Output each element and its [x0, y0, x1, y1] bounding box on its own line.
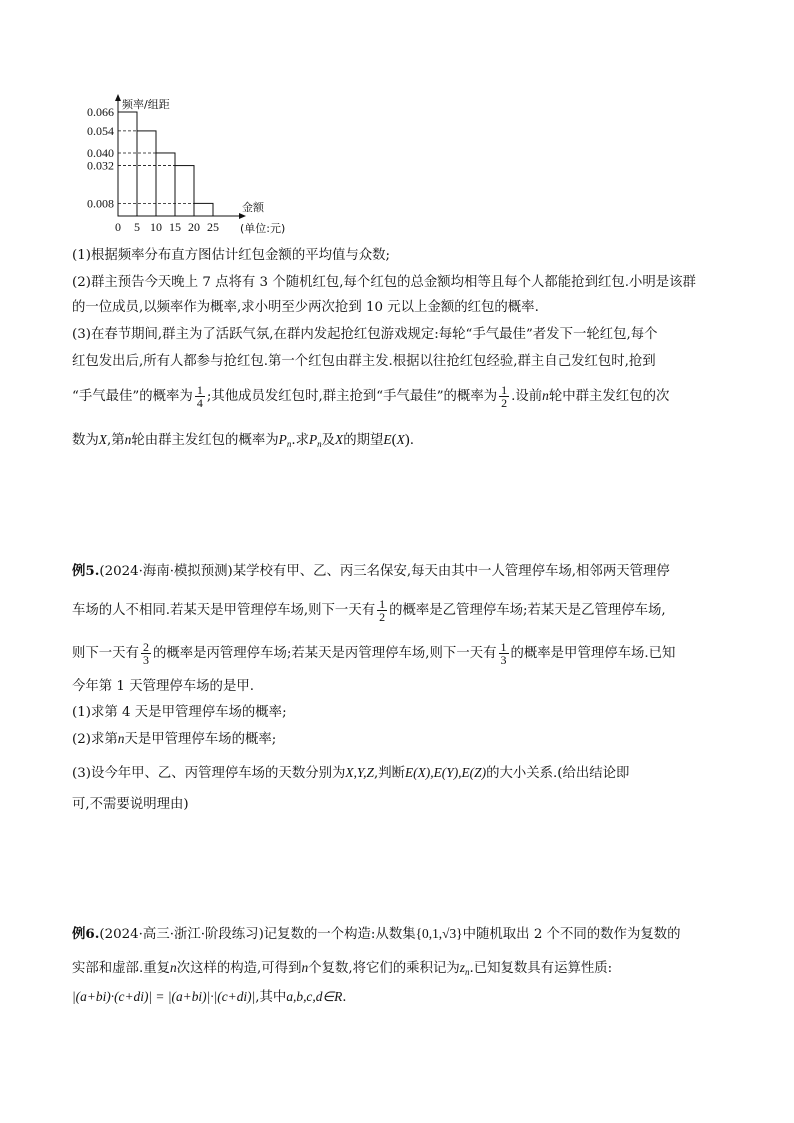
paren-open: (	[391, 432, 397, 448]
y-tick-label: 0.008	[87, 196, 114, 211]
text-segment: ;其他成员发红包时,群主抢到“手气最佳”的概率为	[206, 389, 498, 404]
y-tick-label: 0.066	[87, 105, 114, 119]
histogram-bar	[194, 203, 213, 216]
histogram-bar	[118, 112, 137, 216]
expectations: E(X),E(Y),E(Z)	[404, 765, 487, 780]
fraction-denominator: 3	[500, 653, 507, 667]
vars-xyz: X,Y,Z	[345, 765, 374, 780]
text-segment: 实部和虚部.重复	[72, 961, 170, 976]
x-tick-label: 15	[169, 220, 181, 234]
var-z: z	[459, 960, 465, 975]
question-3-line-2: 红包发出后,所有人都参与抢红包.第一个红包由群主发.根据以往抢红包经验,群主自己发红包时,抢到	[72, 354, 656, 369]
example-5-sub-3-cont: 可,不需要说明理由)	[72, 797, 189, 812]
x-tick-label: 25	[207, 220, 219, 234]
text-segment: .求	[291, 433, 309, 448]
subscript-n: n	[317, 439, 322, 449]
example-6-line-1	[72, 924, 732, 945]
text-segment: (2)求第	[72, 732, 118, 747]
var-P: P	[308, 432, 318, 447]
text-segment: (3)设今年甲、乙、丙管理停车场的天数分别为	[72, 766, 346, 781]
text-segment: 次这样的构造,可得到	[176, 961, 302, 976]
question-3-line-3	[72, 384, 732, 409]
question-2-line-1: (2)群主预告今天晚上 7 点将有 3 个随机红包,每个红包的总金额均相等且每个人都能抢到红包.小明是该群	[72, 275, 696, 290]
fraction-1-2	[377, 598, 387, 623]
vars-abcd: a,b,c,d∈R	[286, 989, 343, 1004]
var-n: n	[301, 960, 309, 975]
y-tick-label: 0.054	[87, 123, 114, 138]
x-tick-label: 10	[150, 220, 162, 234]
example-label: 例5.	[72, 563, 100, 579]
text-segment: 车场的人不相同.若某天是甲管理停车场,则下一天有	[72, 603, 376, 618]
text-segment: ,其中	[255, 990, 287, 1005]
text-segment: 的概率是乙管理停车场;若某天是乙管理停车场,	[389, 603, 666, 618]
var-n: n	[117, 731, 125, 746]
text-segment: 个复数,将它们的乘积记为	[308, 961, 460, 976]
var-X: X	[396, 432, 405, 447]
number-set: {0,1,√3}	[415, 926, 463, 941]
text-segment: 轮由群主发红包的概率为	[131, 433, 279, 448]
modulus-formula: |(a+bi)·(c+di)| = |(a+bi)|·|(c+di)|	[72, 989, 256, 1004]
text-segment: 则下一天有	[72, 646, 139, 661]
text-segment: “手气最佳”的概率为	[72, 389, 193, 404]
text-segment: 中随机取出 2 个不同的数作为复数的	[462, 927, 681, 942]
example-label: 例6.	[72, 926, 100, 942]
text-segment: 的概率是丙管理停车场;若某天是丙管理停车场,则下一天有	[152, 646, 497, 661]
x-tick-label: 0	[115, 220, 121, 234]
fraction-1-2	[499, 384, 509, 409]
fraction-denominator: 4	[196, 396, 203, 410]
example-5-line-4: 今年第 1 天管理停车场的是甲.	[72, 679, 254, 694]
question-1: (1)根据频率分布直方图估计红包金额的平均值与众数;	[72, 248, 391, 263]
text-segment: .已知复数具有运算性质:	[469, 961, 613, 976]
text-segment: 的期望	[343, 433, 384, 448]
fraction-1-3	[499, 641, 509, 666]
var-n: n	[542, 388, 549, 403]
text-segment: 及	[321, 433, 336, 448]
fraction-denominator: 2	[379, 610, 386, 624]
y-tick-label: 0.032	[87, 158, 114, 173]
histogram-bar	[156, 153, 175, 216]
x-tick-label: 5	[134, 220, 140, 234]
example-5-sub-1: (1)求第 4 天是甲管理停车场的概率;	[72, 705, 287, 720]
example-5-sub-2	[72, 729, 732, 750]
example-6-line-2	[72, 958, 732, 982]
frequency-histogram	[72, 92, 312, 242]
var-X: X	[335, 432, 344, 447]
question-3-line-4	[72, 430, 732, 454]
example-5-line-2	[72, 598, 732, 623]
fraction-2-3	[141, 641, 151, 666]
y-tick-label: 0.040	[87, 145, 114, 160]
question-3-line-1: (3)在春节期间,群主为了活跃气氛,在群内发起抢红包游戏规定:每轮“手气最佳”者发下一轮红包,每个	[72, 327, 658, 342]
example-5-sub-3	[72, 763, 732, 784]
x-axis-unit: (单位:元)	[240, 222, 286, 235]
text-segment: 的概率是甲管理停车场.已知	[510, 646, 676, 661]
var-n: n	[170, 960, 177, 975]
text-segment: 的大小关系.(给出结论即	[486, 766, 630, 781]
text-segment: ,判断	[373, 766, 405, 781]
text-segment: 天是甲管理停车场的概率;	[124, 732, 277, 747]
subscript-n: n	[464, 967, 470, 977]
var-X: X	[98, 432, 107, 447]
text-segment: .	[409, 433, 415, 448]
text-segment: 记复数的一个构造:从数集	[263, 927, 416, 942]
text-segment: 某学校有甲、乙、丙三名保安,每天由其中一人管理停车场,相邻两天管理停	[232, 564, 670, 579]
var-n: n	[124, 432, 132, 447]
example-source: (2024·海南·模拟预测)	[99, 564, 233, 579]
example-5-line-3	[72, 641, 732, 666]
example-source: (2024·高三·浙江·阶段练习)	[99, 927, 264, 942]
y-axis-label: 频率/组距	[122, 98, 170, 111]
text-segment: ,第	[106, 433, 125, 448]
fraction-denominator: 3	[142, 653, 149, 667]
paren-close: )	[404, 432, 410, 448]
example-5-line-1	[72, 561, 732, 582]
text-segment: 数为	[72, 433, 99, 448]
histogram-bar	[175, 166, 194, 216]
text-segment: .	[342, 990, 347, 1005]
question-2-line-2: 的一位成员,以频率作为概率,求小明至少两次抢到 10 元以上金额的红包的概率.	[72, 300, 539, 315]
fraction-denominator: 2	[501, 396, 508, 410]
fraction-numerator: 1	[500, 640, 507, 654]
x-axis-label: 金额	[242, 201, 264, 214]
fraction-numerator: 1	[196, 383, 203, 397]
fraction-numerator: 2	[142, 640, 149, 654]
y-axis-arrow	[115, 94, 121, 101]
text-segment: .设前	[511, 389, 543, 404]
example-6-line-3	[72, 987, 732, 1008]
var-E: E	[383, 432, 392, 447]
var-P: P	[278, 432, 287, 447]
x-tick-label: 20	[188, 220, 200, 234]
fraction-1-4	[195, 384, 205, 409]
fraction-numerator: 1	[501, 383, 508, 397]
subscript-n: n	[286, 439, 292, 449]
fraction-numerator: 1	[379, 597, 386, 611]
text-segment: 轮中群主发红包的次	[548, 389, 670, 404]
